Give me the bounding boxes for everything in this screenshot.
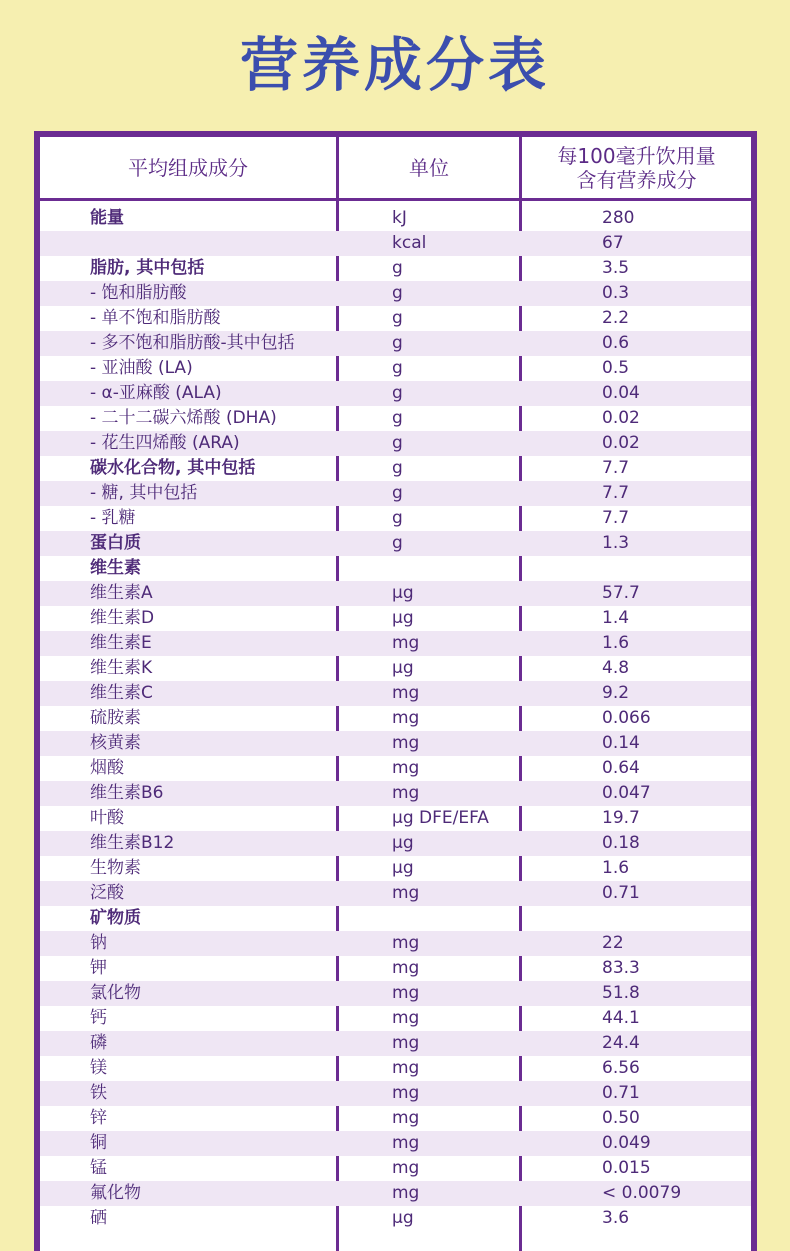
nutrient-name: 矿物质 xyxy=(90,908,141,928)
table-row xyxy=(40,456,751,481)
nutrient-value: 0.3 xyxy=(602,283,630,303)
nutrient-value: 1.4 xyxy=(602,608,630,628)
nutrient-name: 钙 xyxy=(90,1008,107,1028)
table-row xyxy=(40,981,751,1006)
table-row xyxy=(40,756,751,781)
nutrient-name: 硫胺素 xyxy=(90,708,141,728)
table-row xyxy=(40,1181,751,1206)
nutrient-unit: mg xyxy=(392,958,420,978)
nutrient-unit: kcal xyxy=(392,233,427,253)
nutrient-unit: μg xyxy=(392,858,414,878)
table-row xyxy=(40,1031,751,1056)
nutrient-name: 维生素K xyxy=(90,658,153,678)
nutrient-value: 24.4 xyxy=(602,1033,640,1053)
nutrient-value: 0.5 xyxy=(602,358,630,378)
nutrient-value: 0.066 xyxy=(602,708,651,728)
table-row xyxy=(40,681,751,706)
nutrient-unit: g xyxy=(392,458,403,478)
table-row xyxy=(40,1006,751,1031)
header-component: 平均组成成分 xyxy=(128,155,248,180)
nutrient-name: 维生素C xyxy=(90,683,153,703)
nutrient-name: 锰 xyxy=(90,1158,107,1178)
nutrient-value: 280 xyxy=(602,208,635,228)
table-row xyxy=(40,706,751,731)
nutrient-name: 叶酸 xyxy=(90,808,124,828)
nutrient-unit: g xyxy=(392,533,403,553)
table-row xyxy=(40,856,751,881)
header-per-100ml-line2: 含有营养成分 xyxy=(576,167,697,192)
nutrient-name: 硒 xyxy=(90,1208,107,1228)
nutrient-name: - 糖, 其中包括 xyxy=(90,483,198,503)
table-row xyxy=(40,506,751,531)
nutrient-unit: mg xyxy=(392,633,420,653)
table-row xyxy=(40,531,751,556)
nutrient-unit: μg xyxy=(392,833,414,853)
nutrient-value: 6.56 xyxy=(602,1058,640,1078)
table-row xyxy=(40,1106,751,1131)
nutrient-unit: μg DFE/EFA xyxy=(392,808,489,828)
nutrient-name: - 乳糖 xyxy=(90,508,136,528)
nutrient-name: - 多不饱和脂肪酸-其中包括 xyxy=(90,333,295,353)
nutrient-unit: g xyxy=(392,308,403,328)
nutrient-name: 铁 xyxy=(90,1083,107,1103)
nutrient-value: 57.7 xyxy=(602,583,640,603)
nutrient-unit: μg xyxy=(392,658,414,678)
nutrient-unit: mg xyxy=(392,683,420,703)
nutrient-name: - α-亚麻酸 (ALA) xyxy=(90,383,222,403)
nutrient-unit: mg xyxy=(392,733,420,753)
table-row xyxy=(40,581,751,606)
nutrient-value: 0.18 xyxy=(602,833,640,853)
nutrient-unit: kJ xyxy=(392,208,407,228)
nutrient-value: 2.2 xyxy=(602,308,630,328)
nutrient-unit: mg xyxy=(392,1183,420,1203)
nutrient-unit: g xyxy=(392,283,403,303)
nutrient-unit: mg xyxy=(392,1158,420,1178)
table-row xyxy=(40,281,751,306)
nutrient-unit: g xyxy=(392,383,403,403)
nutrient-value: 0.049 xyxy=(602,1133,651,1153)
table-row xyxy=(40,556,751,581)
table-row xyxy=(40,606,751,631)
nutrient-unit: mg xyxy=(392,1133,420,1153)
nutrient-unit: g xyxy=(392,358,403,378)
nutrient-name: - 亚油酸 (LA) xyxy=(90,358,193,378)
table-row xyxy=(40,356,751,381)
table-row xyxy=(40,206,751,231)
nutrient-name: - 二十二碳六烯酸 (DHA) xyxy=(90,408,277,428)
nutrient-name: 维生素E xyxy=(90,633,152,653)
nutrient-unit: mg xyxy=(392,783,420,803)
table-row xyxy=(40,1156,751,1181)
nutrient-name: 碳水化合物, 其中包括 xyxy=(90,458,256,478)
table-row xyxy=(40,331,751,356)
nutrition-table xyxy=(34,131,757,1251)
nutrient-name: - 单不饱和脂肪酸 xyxy=(90,308,221,328)
nutrient-value: 7.7 xyxy=(602,483,630,503)
header-unit: 单位 xyxy=(409,155,449,180)
table-row xyxy=(40,231,751,256)
nutrient-value: 0.047 xyxy=(602,783,651,803)
nutrient-name: 维生素B12 xyxy=(90,833,175,853)
nutrient-unit: mg xyxy=(392,1108,420,1128)
nutrient-name: 磷 xyxy=(90,1033,107,1053)
table-row xyxy=(40,1206,751,1231)
nutrient-value: 0.50 xyxy=(602,1108,640,1128)
nutrient-unit: mg xyxy=(392,983,420,1003)
nutrient-name: 锌 xyxy=(90,1108,107,1128)
table-row xyxy=(40,1131,751,1156)
nutrient-value: 0.02 xyxy=(602,408,640,428)
nutrient-value: 83.3 xyxy=(602,958,640,978)
nutrient-name: 维生素A xyxy=(90,583,153,603)
nutrient-unit: g xyxy=(392,408,403,428)
table-row xyxy=(40,781,751,806)
nutrient-name: 氟化物 xyxy=(90,1183,141,1203)
nutrient-value: 0.02 xyxy=(602,433,640,453)
nutrient-name: 泛酸 xyxy=(90,883,124,903)
nutrient-value: 0.04 xyxy=(602,383,640,403)
table-row xyxy=(40,656,751,681)
table-row xyxy=(40,256,751,281)
nutrient-value: 67 xyxy=(602,233,624,253)
nutrient-value: 0.14 xyxy=(602,733,640,753)
table-row xyxy=(40,806,751,831)
nutrient-unit: mg xyxy=(392,1033,420,1053)
table-row xyxy=(40,881,751,906)
nutrient-unit: mg xyxy=(392,1083,420,1103)
page-title: 营养成分表 xyxy=(239,31,550,99)
nutrient-value: 0.71 xyxy=(602,883,640,903)
table-row xyxy=(40,906,751,931)
nutrient-value: 0.64 xyxy=(602,758,640,778)
table-row xyxy=(40,431,751,456)
nutrient-value: 22 xyxy=(602,933,624,953)
nutrient-value: < 0.0079 xyxy=(602,1183,682,1203)
nutrient-name: 维生素 xyxy=(90,558,141,578)
table-row xyxy=(40,406,751,431)
nutrient-unit: μg xyxy=(392,1208,414,1228)
table-body xyxy=(40,206,751,1231)
nutrient-name: 氯化物 xyxy=(90,983,141,1003)
nutrient-unit: mg xyxy=(392,883,420,903)
header-per-100ml xyxy=(522,137,751,198)
table-row xyxy=(40,1056,751,1081)
table-row xyxy=(40,831,751,856)
nutrient-unit: mg xyxy=(392,1058,420,1078)
nutrient-value: 0.6 xyxy=(602,333,630,353)
nutrient-name: 钠 xyxy=(90,933,107,953)
nutrient-unit: mg xyxy=(392,708,420,728)
nutrient-value: 0.015 xyxy=(602,1158,651,1178)
table-row xyxy=(40,731,751,756)
nutrient-name: 生物素 xyxy=(90,858,141,878)
nutrient-unit: g xyxy=(392,333,403,353)
table-row xyxy=(40,1081,751,1106)
nutrient-value: 44.1 xyxy=(602,1008,640,1028)
nutrient-value: 3.5 xyxy=(602,258,630,278)
nutrient-value: 4.8 xyxy=(602,658,630,678)
table-row xyxy=(40,481,751,506)
nutrient-name: 维生素B6 xyxy=(90,783,164,803)
header-per-100ml-line1: 每100毫升饮用量 xyxy=(557,143,716,168)
nutrient-name: 铜 xyxy=(90,1133,107,1153)
nutrient-unit: μg xyxy=(392,608,414,628)
nutrient-name: 蛋白质 xyxy=(90,533,141,553)
nutrient-value: 7.7 xyxy=(602,458,630,478)
nutrient-unit: g xyxy=(392,433,403,453)
table-row xyxy=(40,931,751,956)
table-row xyxy=(40,631,751,656)
nutrient-name: - 饱和脂肪酸 xyxy=(90,283,187,303)
nutrient-unit: g xyxy=(392,258,403,278)
nutrient-value: 9.2 xyxy=(602,683,630,703)
nutrient-unit: mg xyxy=(392,1008,420,1028)
nutrient-name: - 花生四烯酸 (ARA) xyxy=(90,433,240,453)
nutrient-name: 镁 xyxy=(90,1058,107,1078)
nutrient-value: 7.7 xyxy=(602,508,630,528)
table-row xyxy=(40,306,751,331)
nutrient-value: 19.7 xyxy=(602,808,640,828)
nutrient-unit: μg xyxy=(392,583,414,603)
nutrient-unit: g xyxy=(392,508,403,528)
nutrient-name: 钾 xyxy=(90,958,107,978)
nutrient-value: 1.6 xyxy=(602,633,630,653)
table-header xyxy=(40,137,751,201)
nutrient-value: 1.3 xyxy=(602,533,630,553)
nutrient-unit: g xyxy=(392,483,403,503)
nutrient-name: 维生素D xyxy=(90,608,155,628)
nutrient-value: 0.71 xyxy=(602,1083,640,1103)
table-row xyxy=(40,381,751,406)
nutrient-value: 3.6 xyxy=(602,1208,630,1228)
nutrient-name: 能量 xyxy=(90,208,124,228)
nutrient-value: 1.6 xyxy=(602,858,630,878)
nutrient-unit: mg xyxy=(392,933,420,953)
nutrient-value: 51.8 xyxy=(602,983,640,1003)
nutrient-name: 脂肪, 其中包括 xyxy=(90,258,205,278)
nutrient-name: 烟酸 xyxy=(90,758,124,778)
table-row xyxy=(40,956,751,981)
nutrient-unit: mg xyxy=(392,758,420,778)
nutrient-name: 核黄素 xyxy=(90,733,141,753)
